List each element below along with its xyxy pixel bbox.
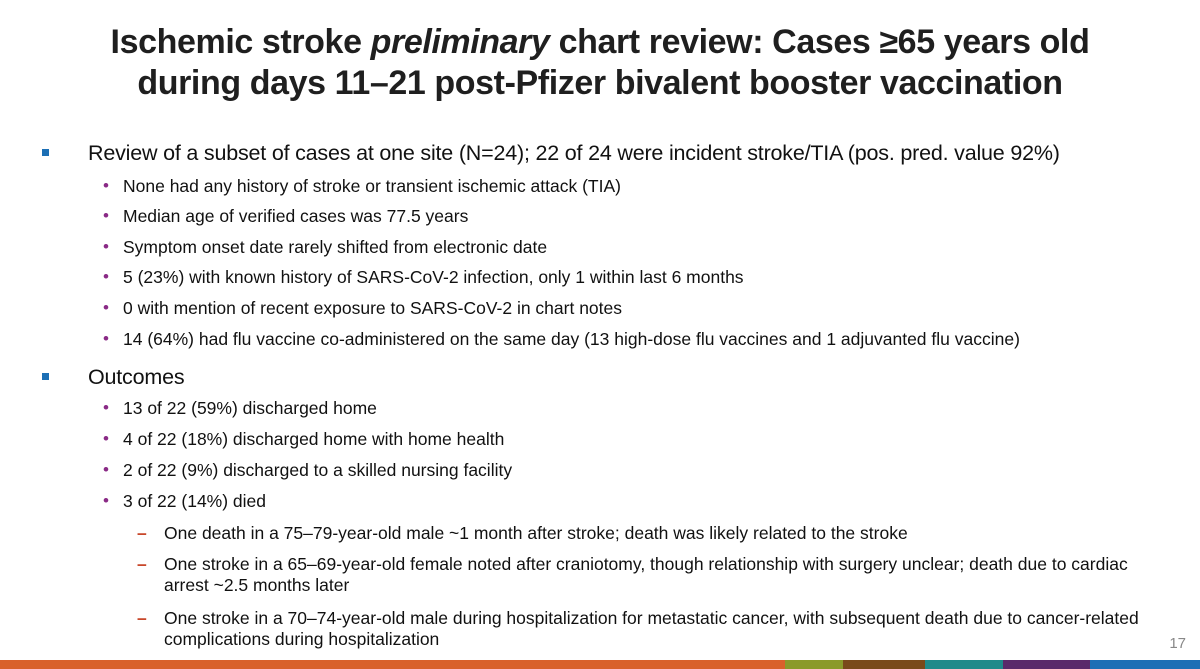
dot-bullet-icon: • [103, 429, 109, 448]
dot-bullet-icon: • [103, 267, 109, 286]
sub-bullet: • None had any history of stroke or transient ischemic attack (TIA) [103, 176, 621, 196]
bar-segment [540, 660, 785, 669]
bar-segment [843, 660, 925, 669]
dash-bullet-icon: – [137, 554, 147, 574]
dash-bullet-icon: – [137, 608, 147, 628]
title-line-1: Ischemic stroke preliminary chart review: Cases ≥65 years old [110, 23, 1090, 61]
bar-segment [1090, 660, 1200, 669]
bullet-review: Review of a subset of cases at one site (N=24); 22 of 24 were incident stroke/TIA (pos. pred. value 92%) [88, 140, 1060, 166]
dot-bullet-icon: • [103, 460, 109, 479]
sub-bullet: • 4 of 22 (18%) discharged home with home health [103, 429, 505, 449]
title-line-2: during days 11–21 post-Pfizer bivalent booster vaccination [137, 64, 1063, 102]
dot-bullet-icon: • [103, 398, 109, 417]
sub-bullet: • 0 with mention of recent exposure to SARS-CoV-2 in chart notes [103, 298, 623, 318]
death-detail: – One stroke in a 65–69-year-old female noted after craniotomy, though relationship with surgery unclear; death due to cardiac arrest ~2.5 months later [137, 554, 1128, 595]
sub-bullet: • 3 of 22 (14%) died [103, 491, 267, 511]
page-number: 17 [1169, 635, 1186, 652]
title-italic: preliminary [370, 23, 550, 61]
dot-bullet-icon: • [103, 237, 109, 256]
sub-bullet: • 14 (64%) had flu vaccine co-administered on the same day (13 high-dose flu vaccines and 1 adjuvanted flu vaccine) [103, 329, 1020, 349]
death-detail: – One stroke in a 70–74-year-old male during hospitalization for metastatic cancer, with subsequent death due to cancer-related complications during hospitalization [137, 608, 1139, 649]
sub-bullet: • Median age of verified cases was 77.5 years [103, 206, 469, 226]
bar-segment [925, 660, 1003, 669]
footer-color-bar [0, 660, 1200, 669]
bar-segment [0, 660, 540, 669]
sub-bullet: • 5 (23%) with known history of SARS-CoV-2 infection, only 1 within last 6 months [103, 267, 744, 287]
dot-bullet-icon: • [103, 206, 109, 225]
square-bullet-icon [42, 373, 49, 380]
death-detail: – One death in a 75–79-year-old male ~1 month after stroke; death was likely related to the stroke [137, 523, 908, 543]
square-bullet-icon [42, 149, 49, 156]
dot-bullet-icon: • [103, 329, 109, 348]
dot-bullet-icon: • [103, 491, 109, 510]
sub-bullet: • 2 of 22 (9%) discharged to a skilled nursing facility [103, 460, 513, 480]
dot-bullet-icon: • [103, 176, 109, 195]
dot-bullet-icon: • [103, 298, 109, 317]
sub-bullet: • 13 of 22 (59%) discharged home [103, 398, 377, 418]
bar-segment [785, 660, 843, 669]
slide-title [0, 22, 1200, 104]
sub-bullet: • Symptom onset date rarely shifted from electronic date [103, 237, 548, 257]
dash-bullet-icon: – [137, 523, 147, 543]
bar-segment [1003, 660, 1090, 669]
bullet-outcomes: Outcomes [88, 364, 184, 390]
